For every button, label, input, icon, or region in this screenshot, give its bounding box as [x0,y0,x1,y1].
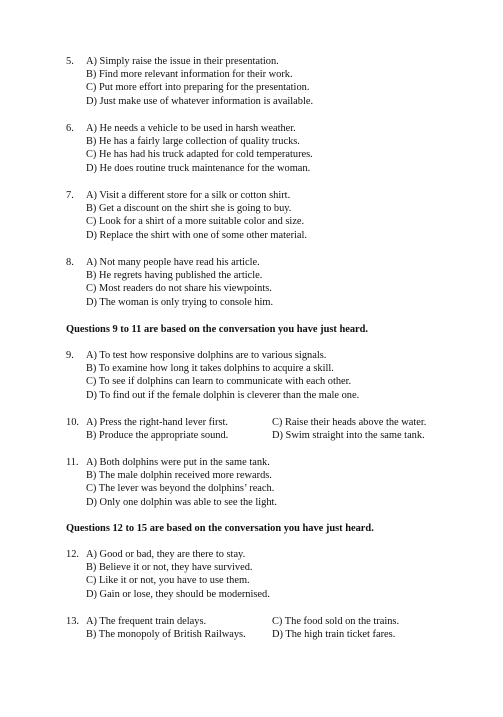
option-b: B) Believe it or not, they have survived. [86,562,253,574]
option-list [86,189,486,242]
question-number: 6. [66,123,74,134]
option-c: C) Put more effort into preparing for the presentation. [86,82,310,94]
option-c: C) Like it or not, you have to use them. [86,575,250,587]
question-number: 7. [66,190,74,201]
question-number: 9. [66,350,74,361]
option-list [86,122,486,175]
option-a: A) Good or bad, they are there to stay. [86,549,246,560]
option-c: C) The lever was beyond the dolphins’ reach. [86,483,275,495]
option-d: D) Gain or lose, they should be modernised. [86,588,270,600]
option-b: B) Produce the appropriate sound. [86,430,229,442]
section-heading: Questions 12 to 15 are based on the conversation you have just heard. [66,523,374,534]
option-d: D) Replace the shirt with one of some other material. [86,229,308,241]
option-list [86,548,486,601]
option-a: A) He needs a vehicle to be used in harsh weather. [86,123,296,134]
option-list [86,416,486,442]
option-list [86,349,486,402]
option-a: A) To test how responsive dolphins are to various signals. [86,350,327,361]
option-d: D) He does routine truck maintenance for the woman. [86,162,311,174]
option-c: C) He has had his truck adapted for cold temperatures. [86,149,313,161]
option-a: A) The frequent train delays. [86,616,207,627]
option-d: D) Swim straight into the same tank. [272,430,425,442]
section-heading: Questions 9 to 11 are based on the conversation you have just heard. [66,324,369,335]
question-number: 8. [66,257,74,268]
option-a: A) Not many people have read his article. [86,257,260,268]
question-number: 10. [66,417,79,428]
option-b: B) He has a fairly large collection of quality trucks. [86,136,300,148]
option-c: C) The food sold on the trains. [272,616,400,627]
option-a: A) Simply raise the issue in their presentation. [86,56,279,67]
option-b: B) The male dolphin received more rewards. [86,470,272,482]
option-b: B) Get a discount on the shirt she is going to buy. [86,203,292,215]
option-d: D) The high train ticket fares. [272,629,396,641]
option-b: B) To examine how long it takes dolphins to acquire a skill. [86,363,334,375]
option-a: A) Press the right-hand lever first. [86,417,228,428]
option-c: C) Raise their heads above the water. [272,417,427,428]
option-c: C) Look for a shirt of a more suitable color and size. [86,216,305,228]
option-d: D) To find out if the female dolphin is cleverer than the male one. [86,389,360,401]
question-number: 5. [66,56,74,67]
option-list [86,456,486,509]
option-c: C) To see if dolphins can learn to communicate with each other. [86,376,352,388]
question-number: 12. [66,549,79,560]
option-b: B) The monopoly of British Railways. [86,629,246,641]
option-b: B) Find more relevant information for their work. [86,69,293,81]
question-number: 13. [66,616,79,627]
option-a: A) Visit a different store for a silk or cotton shirt. [86,190,291,201]
option-a: A) Both dolphins were put in the same tank. [86,457,270,468]
option-list [86,55,486,108]
option-list [86,256,486,309]
option-c: C) Most readers do not share his viewpoints. [86,283,272,295]
question-number: 11. [66,457,79,468]
option-d: D) Only one dolphin was able to see the light. [86,496,278,508]
option-list [86,615,486,641]
option-b: B) He regrets having published the article. [86,270,263,282]
option-d: D) The woman is only trying to console him. [86,296,274,308]
option-d: D) Just make use of whatever information is available. [86,95,314,107]
